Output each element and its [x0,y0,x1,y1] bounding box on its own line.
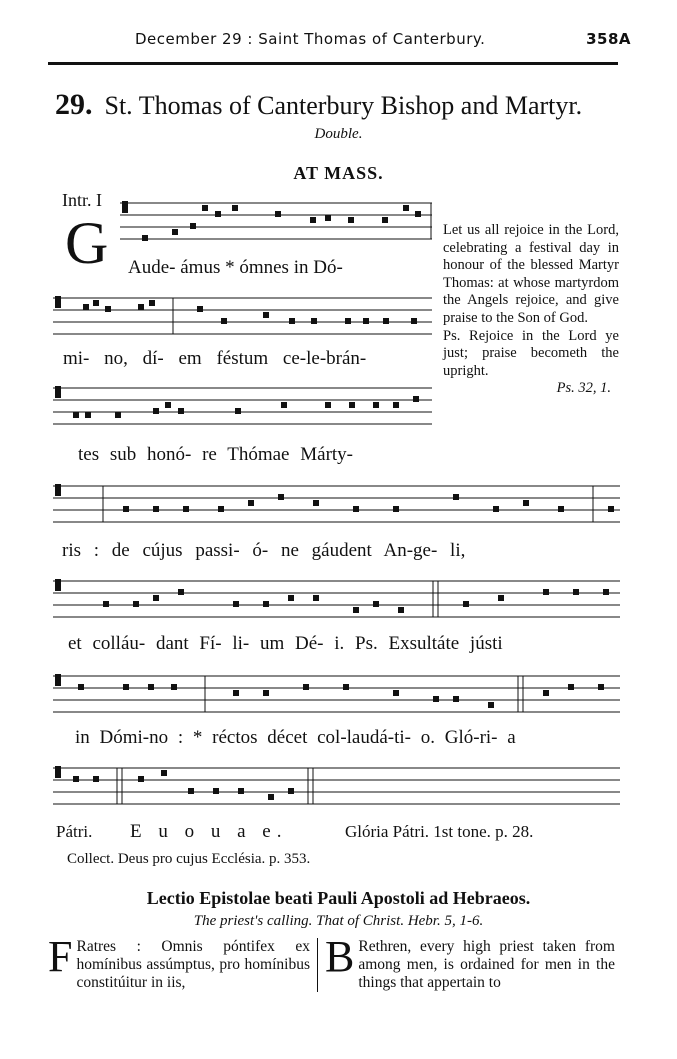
running-title: December 29 : Saint Thomas of Canterbury. [135,30,486,48]
chant-staff-6 [53,668,620,718]
english-column [325,932,615,992]
translation-antiphon: Let us all rejoice in the Lord, celebrating a festival day in honour of the blessed Martyr Thomas: at whose martyrdom the Angels rejoice, and give praise to the Son of God. [443,222,619,326]
lyric-euouae: E u o u a e. [130,821,288,842]
epistle-subheading: The priest's calling. That of Christ. Hebr. 5, 1-6. [193,913,484,929]
latin-column [48,932,310,992]
lyric-line-2: mi- no, dí- em féstum ce-le-brán- [63,348,367,369]
running-header [135,30,631,48]
lyric-line-1: Aude- ámus * ómnes in Dó- [128,257,343,278]
english-text: Rethren, every high priest taken from among men, is ordained for men in the things that appertain to [358,938,615,991]
feast-title [55,88,582,122]
lyric-patri: Pátri. [56,822,93,841]
section-heading: AT MASS. [293,163,384,183]
chant-staff-3 [53,380,432,430]
page-number: 358A [586,30,631,48]
introit-label: Intr. I [62,190,102,210]
feast-number: 29. [55,88,93,121]
english-dropcap: B [325,932,355,981]
lyric-line-3: tes sub honó- re Thómae Márty- [78,444,354,465]
latin-dropcap: F [48,932,73,981]
column-divider [317,938,318,992]
feast-rank: Double. [314,126,363,142]
collect-line: Collect. Deus pro cujus Ecclésia. p. 353. [67,851,311,867]
chant-staff-2 [53,290,432,340]
lyric-line-6: in Dómi-no : * réctos décet col-laudá-ti- o. Gló-ri- a [75,727,516,748]
epistle-heading: Lectio Epistolae beati Pauli Apostoli ad Hebraeos. [146,888,531,908]
chant-staff-1 [120,195,432,245]
lyric-line-4: ris : de cújus passi- ó- ne gáudent An-ge- li, [62,540,466,561]
chant-staff-4 [53,478,620,528]
translation-reference: Ps. 32, 1. [556,380,611,397]
introit-initial: G [65,210,109,276]
gloria-patri-reference: Glória Pátri. 1st tone. p. 28. [345,822,534,841]
introit-translation [443,222,619,398]
translation-psalm: Ps. Rejoice in the Lord ye just; praise becometh the upright. [443,327,619,379]
chant-staff-5 [53,573,620,623]
chant-staff-7 [53,760,620,810]
latin-text: Ratres : Omnis póntifex ex homínibus assúmptus, pro homínibus constitúitur in iis, [76,938,310,991]
lyric-line-5: et colláu- dant Fí- li- um Dé- i. Ps. Exsultáte jústi [68,633,503,654]
feast-name: St. Thomas of Canterbury Bishop and Martyr. [104,91,583,120]
header-rule [48,62,618,65]
